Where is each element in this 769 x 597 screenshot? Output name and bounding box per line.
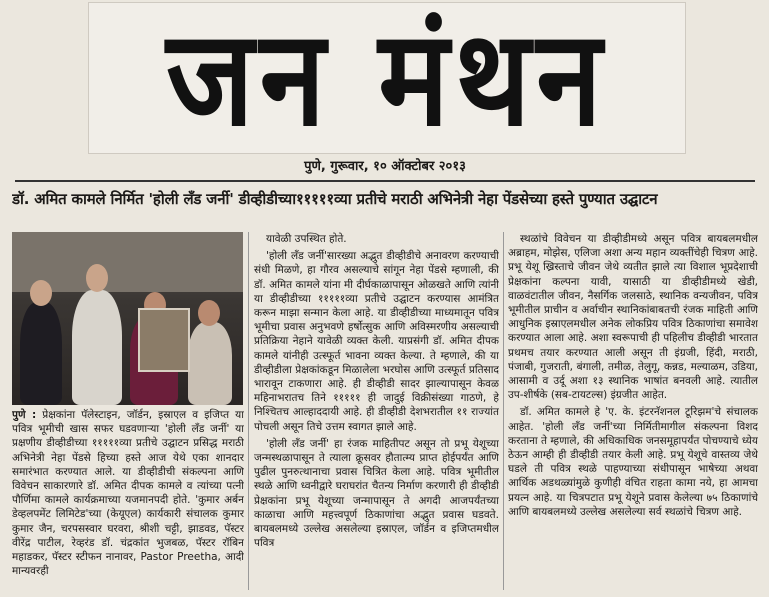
article-headline: डॉ. अमित कामले निर्मित 'होली लँड जर्नी' डीव्हीडीच्या१११११व्या प्रतीचे मराठी अभिनेत्री नेहा पेंडसेच्या हस्ते पुण्यात उद्घाटन — [12, 190, 658, 208]
dateline: पुणे, गुरूवार, १० ऑक्टोबर २०१३ — [304, 159, 466, 174]
caption-text: प्रेक्षकांना पॅलेस्टाइन, जॉर्डन, इस्राएल व इजिप्त या पवित्र भूमीची खास सफर घडवणाऱ्या 'होली लँड जर्नी' या प्रक्षणीय डीव्हीडीच्या १११११व्या प्रतीचे उद्घाटन प्रसिद्ध मराठी अभिनेत्री नेहा पेंडसे हिच्या हस्ते आज येथे एका शानदार समारंभात करण्यात आले. या डीव्हीडीची संकल्पना आणि विवेचन साकारणारे डॉ. अमित दीपक कामले व त्यांच्या पत्नी पौर्णिमा कामले कार्यक्रमाच्या यजमानपदी होते. 'कुमार अर्बन डेव्हलपमेंट लिमिटेड'च्या (केयूएल) कार्यकारी संचालक कुमार कुमार जैन, चरपसस्वार घरवरा, श्रीशी चट्टी, झाडवड, पॅस्टर वीरेंद्र पाटील, रेव्हरंड डॉ. चंद्रकांत भुजबळ, पॅस्टर रॉबिन महाडकर, पॅस्टर स्टीफन नानावर, Pastor Preetha, आदी मान्यवरही — [12, 409, 244, 578]
caption-lead: पुणे : — [12, 409, 37, 421]
photo-head-4 — [198, 300, 220, 326]
photo-head-1 — [30, 280, 52, 306]
article-column-2 — [254, 232, 499, 592]
column-divider — [503, 232, 504, 590]
headline-rule — [15, 180, 755, 182]
column-divider — [248, 232, 249, 590]
event-photo — [12, 232, 243, 405]
photo-person-1 — [20, 302, 62, 405]
photo-person-4 — [188, 322, 232, 405]
paragraph: 'होली लँड जर्नी'सारख्या अद्भुत डीव्हीडीचे अनावरण करण्याची संधी मिळणे, हा गौरव असल्याचे सांगून नेहा पेंडसे म्हणाली, की डॉ. अमित कामले यांना मी दीर्घकाळापासून ओळखते आणि त्यांनी या डीव्हीडीच्या १११११व्या प्रतीचे उद्घाटन करण्यास आमंत्रित करून माझा सन्मान केला आहे. या डीव्हीडीच्या माध्यमातून पवित्र भूमीचा प्रवास अनुभवणे हर्षोत्सुक आणि अविस्मरणीय असल्याची प्रतिक्रिया नेहाने यावेळी व्यक्त केली. याप्रसंगी डॉ. अमित दीपक कामले यांनीही उत्स्फूर्त भावना व्यक्त केल्या. ते म्हणाले, की या डीव्हीडीला प्रेक्षकांकडून मिळालेला भरघोस आणि उत्स्फूर्त प्रतिसाद भारावून टाकणारा आहे. ही डीव्हीडी सादर झाल्यापासून केवळ महिनाभरातच तिने १११११ ही जादुई विक्रीसंख्या गाठणे, हे निश्चितच आल्हाददायी आहे. ही डीव्हीडी देशभरातील ११ राज्यांत पोचली असून तिचे उत्तम स्वागत झाले आहे. — [254, 250, 499, 433]
photo-caption — [12, 408, 244, 590]
dvd-cover — [138, 308, 190, 372]
article-column-3 — [508, 232, 758, 592]
photo-person-2 — [72, 290, 122, 405]
paragraph: 'होली लँड जर्नी' हा रंजक माहितीपट असून तो प्रभू येशूच्या जन्मस्थळापासून ते त्याला क्रूसवर हौतात्म्य प्राप्त होईपर्यंत आणि पुढील पुनरुत्थानाचा प्रवास चित्रित केला आहे. पवित्र भूमीतील स्थळे आणि ध्वनीद्वारे घराघरांत चैतन्य निर्माण करणारी ही डीव्हीडी प्रेक्षकांना प्रभू येशूच्या जन्मापासून ते अगदी आजपर्यंतच्या काळाचा आणि महत्त्वपूर्ण ठिकाणांचा अद्भुत प्रवास घडवते. बायबलमध्ये उल्लेख असलेल्या इस्राएल, जॉर्डन व इजिप्तमधील पवित्र — [254, 437, 499, 550]
paragraph: डॉ. अमित कामले हे 'ए. के. इंटरनॅशनल टूरिझम'चे संचालक आहेत. 'होली लँड जर्नी'च्या निर्मितीमागील संकल्पना विशद करताना ते म्हणाले, की अधिकाधिक जनसमूहापर्यंत पोचण्याचे ध्येय ठेऊन आम्ही ही डीव्हीडी तयार केली आहे. प्रभू येशूचे वास्तव्य जेथे घडले ती पवित्र स्थळे पाहण्याच्या संधीपासून भाषेच्या अथवा आर्थिक अडथळ्यांमुळे कुणीही वंचित राहता कामा नये, हा आमचा प्रयत्न आहे. या चित्रपटात प्रभू येशूने प्रवास केलेल्या ७५ ठिकाणांचे आणि बायबलमध्ये उल्लेख असलेल्या सर्व स्थळांचे चित्रण आहे. — [508, 406, 758, 518]
paragraph: यावेळी उपस्थित होते. — [266, 233, 347, 245]
newspaper-title: जन मंथन — [166, 0, 608, 156]
paragraph: स्थळांचे विवेचन या डीव्हीडीमध्ये असून पवित्र बायबलमधील अब्राहम, मोझेस, एलिजा अशा अन्य महान व्यक्तींचेही चित्रण आहे. प्रभू येशू ख्रिस्ताचे जीवन जेथे व्यतीत झाले त्या विशाल भूप्रदेशाची प्रेक्षकांना कल्पना यावी, यासाठी या डीव्हीडीमध्ये खेडी, वाळवंटातील जीवन, नैसर्गिक जलसाठे, स्थानिक वन्यजीवन, पवित्र भूमीतील प्राचीन व अर्वाचीन स्थानिकांबाबतची रंजक माहिती आणि आधुनिक इस्राएलमधील अनेक लोकप्रिय पवित्र ठिकाणांचा समावेश करण्यात आला आहे. अशा स्वरूपाची ही पहिलीच डीव्हीडी भारतात प्रथमच तयार करण्यात आली असून ती इंग्रजी, हिंदी, मराठी, पंजाबी, गुजराती, बंगाली, तमीळ, तेलुगू, कन्नड, मल्याळम, उडिया, आसामी व उर्दू अशा १३ स्थानिक भाषांत बनवली आहे. त्यातील उप-शीर्षके (सब-टायटल्स) इंग्रजीत आहेत. — [508, 233, 758, 402]
masthead — [88, 2, 686, 154]
photo-head-2 — [86, 264, 108, 292]
